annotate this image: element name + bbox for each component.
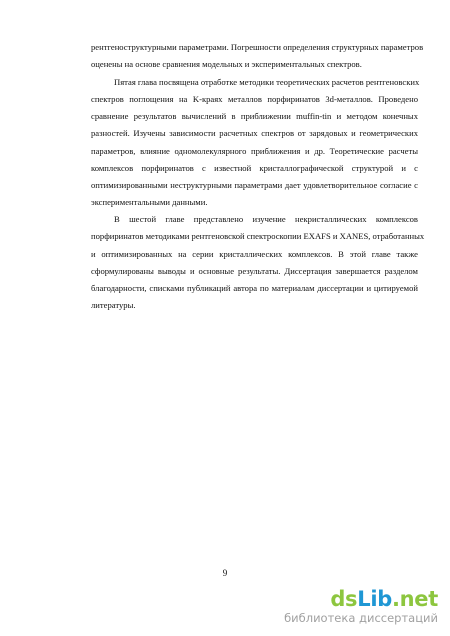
- text-line: порфиринатов методиками рентгеновской спектроскопии EXAFS и XANES, отработанных: [91, 231, 425, 241]
- text-line: благодарности, списками публикаций автора по материалам диссертации и цитируемой: [91, 283, 418, 293]
- text-line: параметров, влияние одномолекулярного приближения и др. Теоретические расчеты: [91, 146, 418, 156]
- page-number: 9: [222, 568, 228, 578]
- text-line: оптимизированными неструктурными параметрами дает удовлетворительное согласие с: [91, 180, 418, 190]
- watermark-logo: [284, 588, 438, 610]
- text-line: В шестой главе представлено изучение некристаллических комплексов: [114, 214, 418, 224]
- text-line: рентгеноструктурными параметрами. Погрешности определения структурных параметров: [91, 42, 424, 52]
- text-line: оценены на основе сравнения модельных и экспериментальных спектров.: [91, 59, 362, 69]
- text-line: спектров поглощения на K-краях металлов порфиринатов 3d-металлов. Проведено: [91, 94, 418, 104]
- site-watermark: [284, 588, 438, 625]
- logo-part-ds: ds: [330, 587, 358, 611]
- text-line: экспериментальными данными.: [91, 197, 208, 207]
- text-line: и оптимизированных на серии кристаллических комплексов. В этой главе также: [91, 249, 418, 259]
- text-line: комплексов порфиринатов с известной кристаллографической структурой и с: [91, 163, 418, 173]
- logo-part-lib: Lib: [357, 587, 392, 611]
- text-line: Пятая глава посвящена отработке методики теоретических расчетов рентгеновских: [114, 77, 420, 87]
- watermark-subtitle: библиотека диссертаций: [284, 611, 438, 625]
- logo-part-net: .net: [391, 587, 438, 611]
- text-line: литературы.: [91, 300, 136, 310]
- text-line: сформулированы выводы и основные результаты. Диссертация завершается разделом: [91, 266, 418, 276]
- text-line: разностей. Изучены зависимости расчетных спектров от зарядовых и геометрических: [91, 128, 418, 138]
- text-line: сравнение результатов вычислений в приближении muffin-tin и методом конечных: [91, 111, 418, 121]
